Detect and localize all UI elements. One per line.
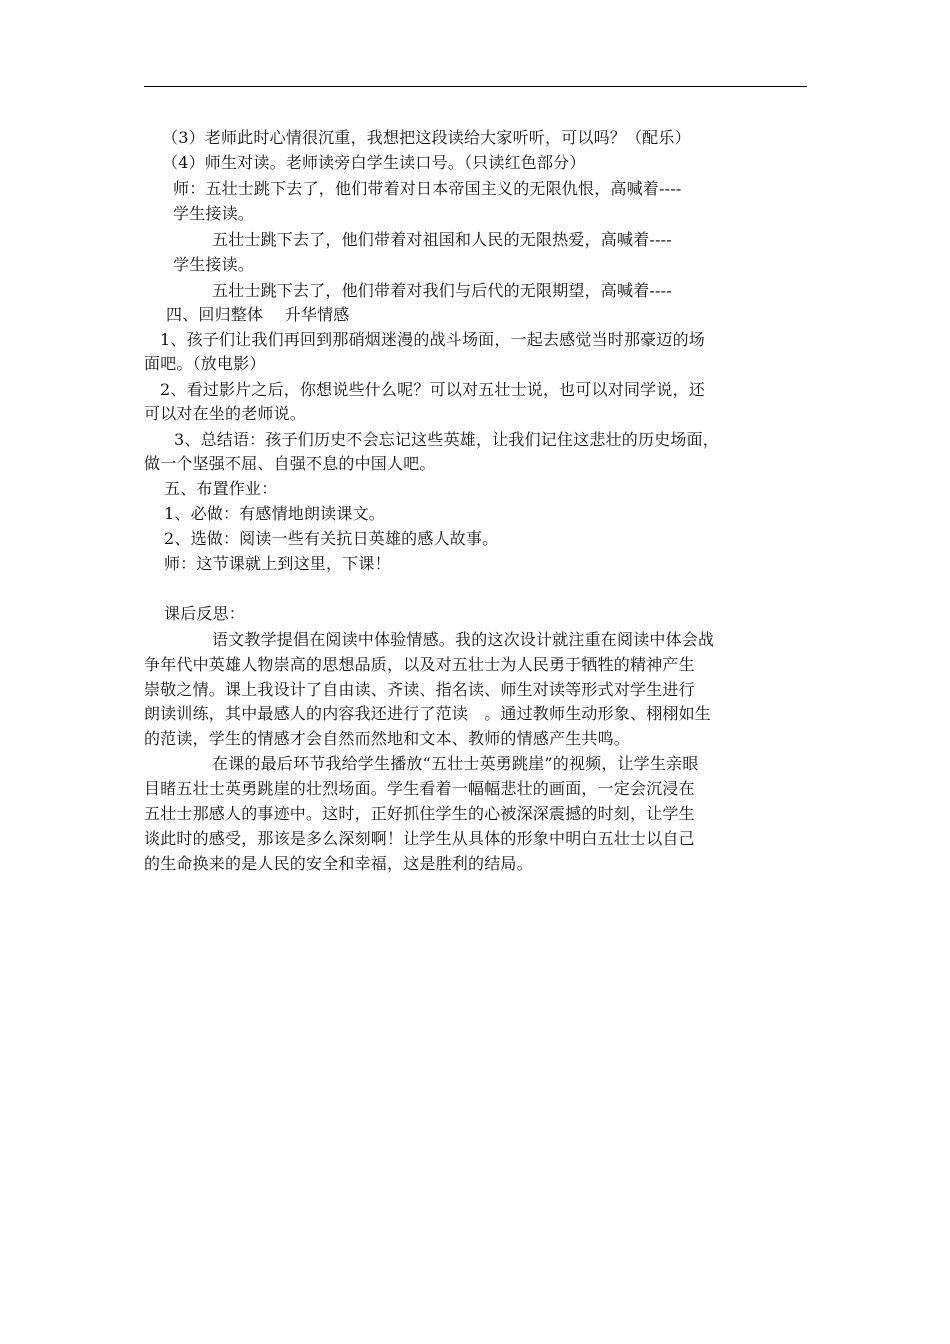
reflection-p2-line-1: 在课的最后环节我给学生播放“五壮士英勇跳崖”的视频，让学生亲眼 — [212, 754, 699, 773]
header-rule — [144, 86, 807, 87]
teacher-chant-2: 五壮士跳下去了，他们带着对祖国和人民的无限热爱，高喊着---- — [212, 230, 672, 249]
section-4-item-2: 2、看过影片之后，你想说些什么呢？可以对五壮士说，也可以对同学说，还 — [160, 380, 705, 399]
reflection-p1-line-4: 朗读训练，其中最感人的内容我还进行了范读 。通过教师生动形象、栩栩如生 — [144, 704, 712, 723]
reflection-p1-line-5: 的范读，学生的情感才会自然而然地和文本、教师的情感产生共鸣。 — [144, 729, 631, 748]
section-4-item-1-cont: 面吧。（放电影） — [144, 354, 266, 373]
reflection-p2-line-3: 五壮士那感人的事迹中。这时，正好抓住学生的心被深深震撼的时刻，让学生 — [144, 804, 695, 823]
section-5-heading: 五、布置作业： — [164, 479, 278, 498]
teacher-chant-1: 师：五壮士跳下去了，他们带着对日本帝国主义的无限仇恨，高喊着---- — [173, 179, 682, 198]
reflection-heading: 课后反思： — [164, 604, 246, 623]
student-response-1: 学生接读。 — [173, 204, 255, 223]
reflection-p2-line-2: 目睹五壮士英勇跳崖的壮烈场面。学生看着一幅幅悲壮的画面，一定会沉浸在 — [144, 779, 695, 798]
reflection-p2-line-4: 谈此时的感受，那该是多么深刻啊！让学生从具体的形象中明白五壮士以自己 — [144, 829, 695, 848]
section-4-item-1: 1、孩子们让我们再回到那硝烟迷漫的战斗场面，一起去感觉当时那豪迈的场 — [160, 330, 705, 349]
reflection-p2-line-5: 的生命换来的是人民的安全和幸福，这是胜利的结局。 — [144, 854, 533, 873]
homework-optional: 2、选做：阅读一些有关抗日英雄的感人故事。 — [164, 529, 499, 548]
section-4-heading: 四、回归整体 升华情感 — [166, 305, 350, 324]
teacher-chant-3: 五壮士跳下去了，他们带着对我们与后代的无限期望，高喊着---- — [212, 281, 672, 300]
reflection-p1-line-3: 崇敬之情。课上我设计了自由读、齐读、指名读、师生对读等形式对学生进行 — [144, 680, 695, 699]
section-4-item-3: 3、总结语：孩子们历史不会忘记这些英雄，让我们记住这悲壮的历史场面， — [174, 430, 719, 449]
step-4-line: （4）师生对读。老师读旁白学生读口号。（只读红色部分） — [162, 153, 586, 172]
reflection-p1-line-1: 语文教学提倡在阅读中体验情感。我的这次设计就注重在阅读中体会战 — [212, 630, 715, 649]
reflection-p1-line-2: 争年代中英雄人物崇高的思想品质，以及对五壮士为人民勇于牺牲的精神产生 — [144, 655, 695, 674]
student-response-2: 学生接读。 — [173, 255, 255, 274]
section-4-item-3-cont: 做一个坚强不屈、自强不息的中国人吧。 — [144, 454, 436, 473]
section-4-item-2-cont: 可以对在坐的老师说。 — [144, 404, 307, 423]
step-3-line: （3）老师此时心情很沉重，我想把这段读给大家听听，可以吗？（配乐） — [162, 128, 691, 147]
closing-remark: 师：这节课就上到这里，下课！ — [164, 554, 391, 573]
homework-required: 1、必做：有感情地朗读课文。 — [164, 504, 385, 523]
